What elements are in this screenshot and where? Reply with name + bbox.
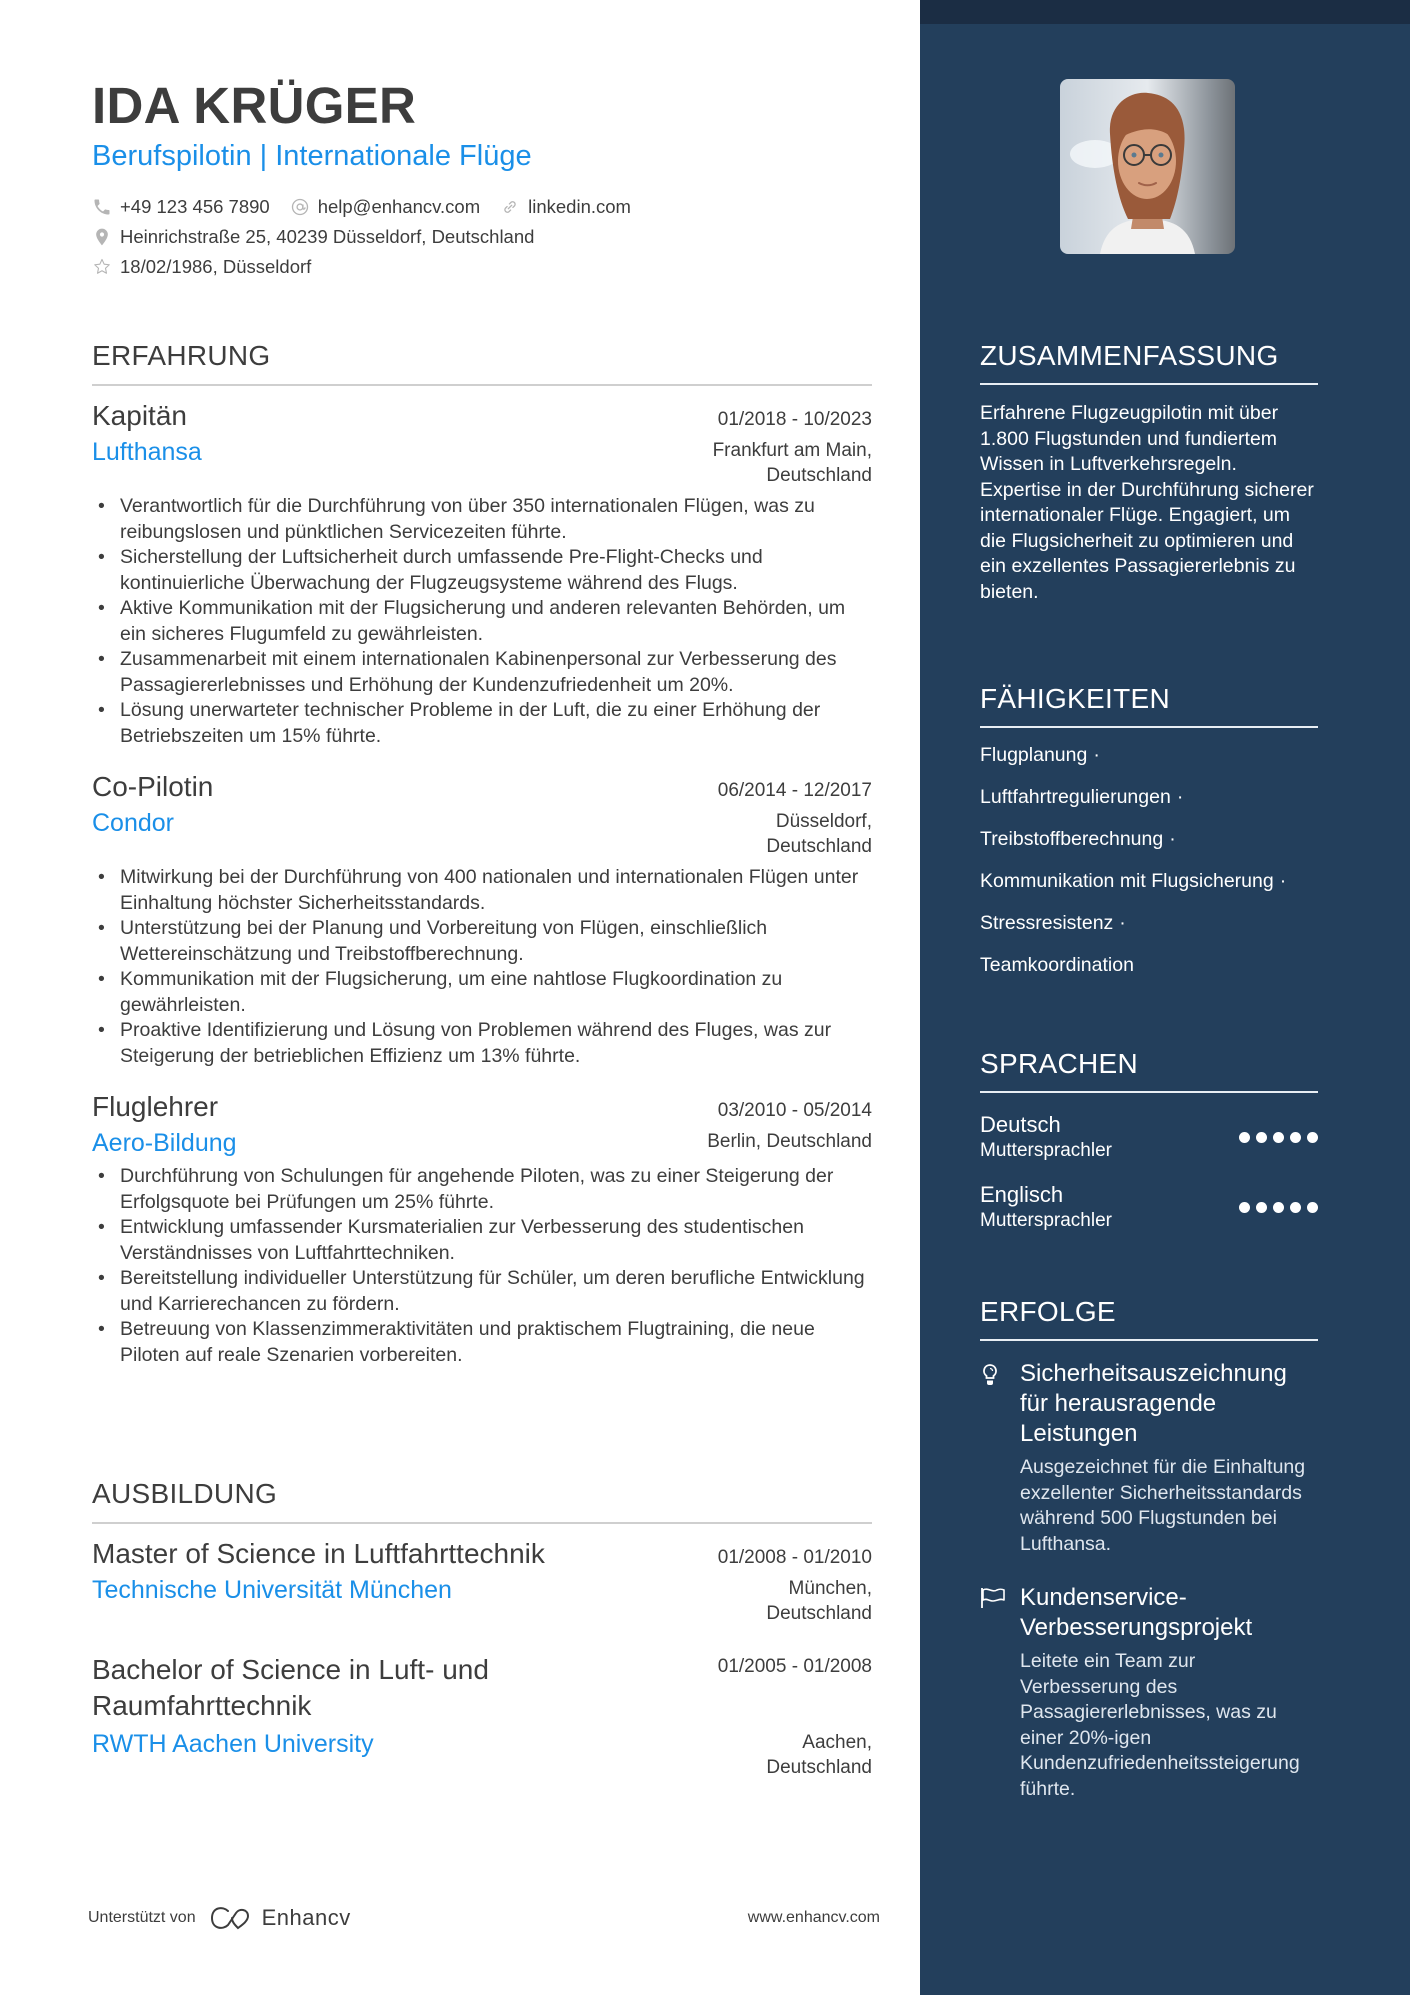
bullet-item: • Proaktive Identifizierung und Lösung von Problemen während des Fluges, was zur Steigerung der betrieblichen Effizienz um 13% führte. bbox=[92, 1018, 872, 1069]
footer bbox=[88, 1905, 880, 1931]
job-location bbox=[766, 809, 872, 859]
email-text: help@enhancv.com bbox=[317, 196, 481, 217]
brand-name: Enhancv bbox=[261, 1905, 351, 1930]
rating-dot bbox=[1307, 1202, 1318, 1213]
experience-section bbox=[92, 340, 872, 1368]
bullet-item: • Aktive Kommunikation mit der Flugsicherung und anderen relevanten Behörden, um ein sicheres Flugumfeld zu gewährleisten. bbox=[92, 596, 872, 647]
skill-label: Flugplanung bbox=[980, 743, 1088, 766]
language-name: Deutsch bbox=[980, 1112, 1061, 1137]
profile-photo bbox=[1060, 79, 1235, 254]
section-divider bbox=[980, 383, 1318, 385]
job-title: Co-Pilotin bbox=[92, 771, 214, 802]
rating-dot bbox=[1256, 1132, 1267, 1143]
bullet-item: • Durchführung von Schulungen für angehende Piloten, was zu einer Steigerung der Erfolgsquote bei Prüfungen um 25% führte. bbox=[92, 1164, 872, 1215]
experience-entry bbox=[92, 400, 872, 749]
candidate-title: Berufspilotin | Internationale Flüge bbox=[92, 140, 532, 172]
rating-dot bbox=[1239, 1132, 1250, 1143]
experience-entry bbox=[92, 1091, 872, 1368]
education-location bbox=[766, 1730, 872, 1780]
portrait-image bbox=[1060, 79, 1235, 254]
skill-item bbox=[980, 944, 1318, 986]
skill-label: Teamkoordination bbox=[980, 953, 1134, 976]
section-divider bbox=[980, 1091, 1318, 1093]
education-location-line: München, bbox=[788, 1578, 872, 1599]
bullet-item: • Kommunikation mit der Flugsicherung, um eine nahtlose Flugkoordination zu gewährleisten. bbox=[92, 967, 872, 1018]
job-dates: 01/2018 - 10/2023 bbox=[717, 409, 872, 430]
job-bullets bbox=[92, 865, 872, 1069]
section-title-experience: ERFAHRUNG bbox=[92, 340, 271, 371]
phone-icon bbox=[92, 197, 112, 217]
section-title-summary: ZUSAMMENFASSUNG bbox=[980, 340, 1279, 371]
job-location bbox=[707, 1129, 872, 1154]
bullet-item: • Zusammenarbeit mit einem internationalen Kabinenpersonal zur Verbesserung des Passagiererlebnisses und Erhöhung der Kundenzufriedenheit um 20%. bbox=[92, 647, 872, 698]
job-dates: 06/2014 - 12/2017 bbox=[717, 780, 872, 801]
company-name[interactable]: Condor bbox=[92, 809, 174, 837]
skill-label: Treibstoffberechnung bbox=[980, 827, 1164, 850]
summary-section bbox=[980, 340, 1318, 605]
job-location bbox=[713, 438, 872, 488]
skill-label: Stressresistenz bbox=[980, 911, 1114, 934]
birth-text: 18/02/1986, Düsseldorf bbox=[120, 256, 312, 277]
job-bullets bbox=[92, 494, 872, 749]
language-item bbox=[980, 1181, 1318, 1233]
bullet-item: • Entwicklung umfassender Kursmaterialien zur Verbesserung des studentischen Verständnisses von Luftfahrttechniken. bbox=[92, 1215, 872, 1266]
degree-title: Master of Science in Luftfahrttechnik bbox=[92, 1538, 545, 1569]
skill-item bbox=[980, 860, 1318, 902]
company-name[interactable]: Aero-Bildung bbox=[92, 1129, 237, 1157]
rating-dot bbox=[1239, 1202, 1250, 1213]
sidebar-top-bar bbox=[920, 0, 1410, 24]
skill-label: Kommunikation mit Flugsicherung bbox=[980, 869, 1274, 892]
contact-phone[interactable] bbox=[92, 196, 270, 218]
job-location-line: Frankfurt am Main, bbox=[712, 440, 872, 461]
at-icon bbox=[290, 197, 310, 217]
achievement-desc: Leitete ein Team zur Verbesserung des Passagiererlebnisses, was zu einer 20%-igen Kundenzufriedenheitssteigerung führte. bbox=[1020, 1650, 1300, 1800]
school-name[interactable]: Technische Universität München bbox=[92, 1576, 452, 1604]
company-name[interactable]: Lufthansa bbox=[92, 438, 202, 466]
degree-title: Bachelor of Science in Luft- und Raumfahrttechnik bbox=[92, 1654, 489, 1721]
skill-separator: · bbox=[1169, 827, 1176, 850]
job-title: Fluglehrer bbox=[92, 1091, 219, 1122]
experience-entry bbox=[92, 771, 872, 1069]
achievement-desc: Ausgezeichnet für die Einhaltung exzellenter Sicherheitsstandards während 500 Flugstunden bei Lufthansa. bbox=[1020, 1456, 1306, 1555]
skills-list bbox=[980, 734, 1318, 986]
language-level: Muttersprachler bbox=[980, 1140, 1112, 1161]
skill-separator: · bbox=[1176, 785, 1184, 808]
contact-info bbox=[92, 192, 651, 282]
bullet-item: • Mitwirkung bei der Durchführung von 400 nationalen und internationalen Flügen unter Einhaltung höchster Sicherheitsstandards. bbox=[92, 865, 872, 916]
rating-dot bbox=[1273, 1202, 1284, 1213]
skill-separator: · bbox=[1279, 869, 1287, 892]
education-entry bbox=[92, 1652, 872, 1780]
skill-label: Luftfahrtregulierungen bbox=[980, 785, 1171, 808]
enhancv-logo-icon bbox=[208, 1905, 254, 1931]
job-dates: 03/2010 - 05/2014 bbox=[717, 1100, 872, 1121]
rating-dot bbox=[1290, 1132, 1301, 1143]
summary-text: Erfahrene Flugzeugpilotin mit über 1.800 Flugstunden und fundiertem Wissen in Luftverkehrsregeln. Expertise in der Durchführung sicherer internationaler Flüge. Engagiert, um die Flugsicherheit zu optimieren und ein exzellentes Passagiererlebnis zu bieten. bbox=[980, 402, 1314, 603]
education-location bbox=[766, 1576, 872, 1626]
website-link[interactable]: www.enhancv.com bbox=[747, 1909, 880, 1926]
link-text: linkedin.com bbox=[528, 196, 631, 217]
section-divider bbox=[92, 1522, 872, 1524]
address-text: Heinrichstraße 25, 40239 Düsseldorf, Deutschland bbox=[120, 226, 535, 247]
bullet-item: • Betreuung von Klassenzimmeraktivitäten und praktischem Flugtraining, die neue Piloten auf reale Szenarien vorbereiten. bbox=[92, 1317, 872, 1368]
job-location-line: Berlin, Deutschland bbox=[707, 1131, 872, 1152]
language-rating bbox=[1239, 1202, 1318, 1213]
language-level: Muttersprachler bbox=[980, 1210, 1112, 1231]
education-location-line: Deutschland bbox=[766, 1757, 872, 1778]
candidate-name: IDA KRÜGER bbox=[92, 77, 417, 134]
skill-item bbox=[980, 776, 1318, 818]
rating-dot bbox=[1290, 1202, 1301, 1213]
education-location-line: Aachen, bbox=[802, 1732, 872, 1753]
skills-section bbox=[980, 683, 1318, 986]
section-title-languages: SPRACHEN bbox=[980, 1048, 1138, 1079]
section-title-education: AUSBILDUNG bbox=[92, 1478, 278, 1509]
education-dates: 01/2005 - 01/2008 bbox=[717, 1656, 872, 1677]
rating-dot bbox=[1273, 1132, 1284, 1143]
location-pin-icon bbox=[92, 227, 112, 247]
skill-item bbox=[980, 818, 1318, 860]
skill-separator: · bbox=[1093, 743, 1100, 766]
contact-link[interactable] bbox=[500, 196, 631, 218]
language-item bbox=[980, 1111, 1318, 1163]
job-location-line: Deutschland bbox=[766, 836, 872, 857]
section-divider bbox=[980, 726, 1318, 728]
achievement-title: Sicherheitsauszeichnung für herausragende Leistungen bbox=[1020, 1360, 1287, 1447]
section-divider bbox=[980, 1339, 1318, 1341]
achievements-section bbox=[980, 1296, 1318, 1802]
flag-icon bbox=[980, 1583, 1020, 1802]
bullet-item: • Unterstützung bei der Planung und Vorbereitung von Flügen, einschließlich Wettereinschätzung und Treibstoffberechnung. bbox=[92, 916, 872, 967]
section-divider bbox=[92, 384, 872, 386]
achievement-item bbox=[980, 1583, 1318, 1802]
skill-item bbox=[980, 902, 1318, 944]
contact-email[interactable] bbox=[290, 196, 480, 218]
section-title-skills: FÄHIGKEITEN bbox=[980, 683, 1170, 714]
education-location-line: Deutschland bbox=[766, 1603, 872, 1624]
language-rating bbox=[1239, 1132, 1318, 1143]
job-bullets bbox=[92, 1164, 872, 1368]
bullet-item: • Verantwortlich für die Durchführung von über 350 internationalen Flügen, was zu reibungslosen und pünktlichen Servicezeiten führte. bbox=[92, 494, 872, 545]
star-icon bbox=[92, 257, 112, 277]
phone-text: +49 123 456 7890 bbox=[120, 196, 270, 217]
enhancv-logo[interactable] bbox=[208, 1905, 351, 1931]
job-title: Kapitän bbox=[92, 400, 187, 431]
link-icon bbox=[500, 197, 520, 217]
job-location-line: Deutschland bbox=[766, 465, 872, 486]
language-name: Englisch bbox=[980, 1182, 1064, 1207]
languages-section bbox=[980, 1048, 1318, 1233]
contact-birth bbox=[92, 256, 311, 278]
bullet-item: • Lösung unerwarteter technischer Probleme in der Luft, die zu einer Erhöhung der Betriebszeiten um 15% führte. bbox=[92, 698, 872, 749]
achievement-title: Kundenservice-Verbesserungsprojekt bbox=[1020, 1584, 1253, 1641]
bullet-item: • Sicherstellung der Luftsicherheit durch umfassende Pre-Flight-Checks und kontinuierliche Überwachung der Flugzeugsysteme während des Flugs. bbox=[92, 545, 872, 596]
powered-by-text: Unterstützt von bbox=[88, 1909, 196, 1926]
bullet-item: • Bereitstellung individueller Unterstützung für Schüler, um deren berufliche Entwicklung und Karrierechancen zu fördern. bbox=[92, 1266, 872, 1317]
education-section bbox=[92, 1478, 872, 1780]
skill-separator: · bbox=[1119, 911, 1126, 934]
school-name[interactable]: RWTH Aachen University bbox=[92, 1730, 374, 1758]
sidebar bbox=[920, 0, 1410, 1995]
rating-dot bbox=[1307, 1132, 1318, 1143]
job-location-line: Düsseldorf, bbox=[775, 811, 872, 832]
education-entry bbox=[92, 1538, 872, 1626]
section-title-achievements: ERFOLGE bbox=[980, 1296, 1116, 1327]
rating-dot bbox=[1256, 1202, 1267, 1213]
education-dates: 01/2008 - 01/2010 bbox=[717, 1547, 872, 1568]
contact-address bbox=[92, 226, 534, 248]
achievement-item bbox=[980, 1359, 1318, 1557]
lightbulb-icon bbox=[980, 1359, 1020, 1557]
skill-item bbox=[980, 734, 1318, 776]
